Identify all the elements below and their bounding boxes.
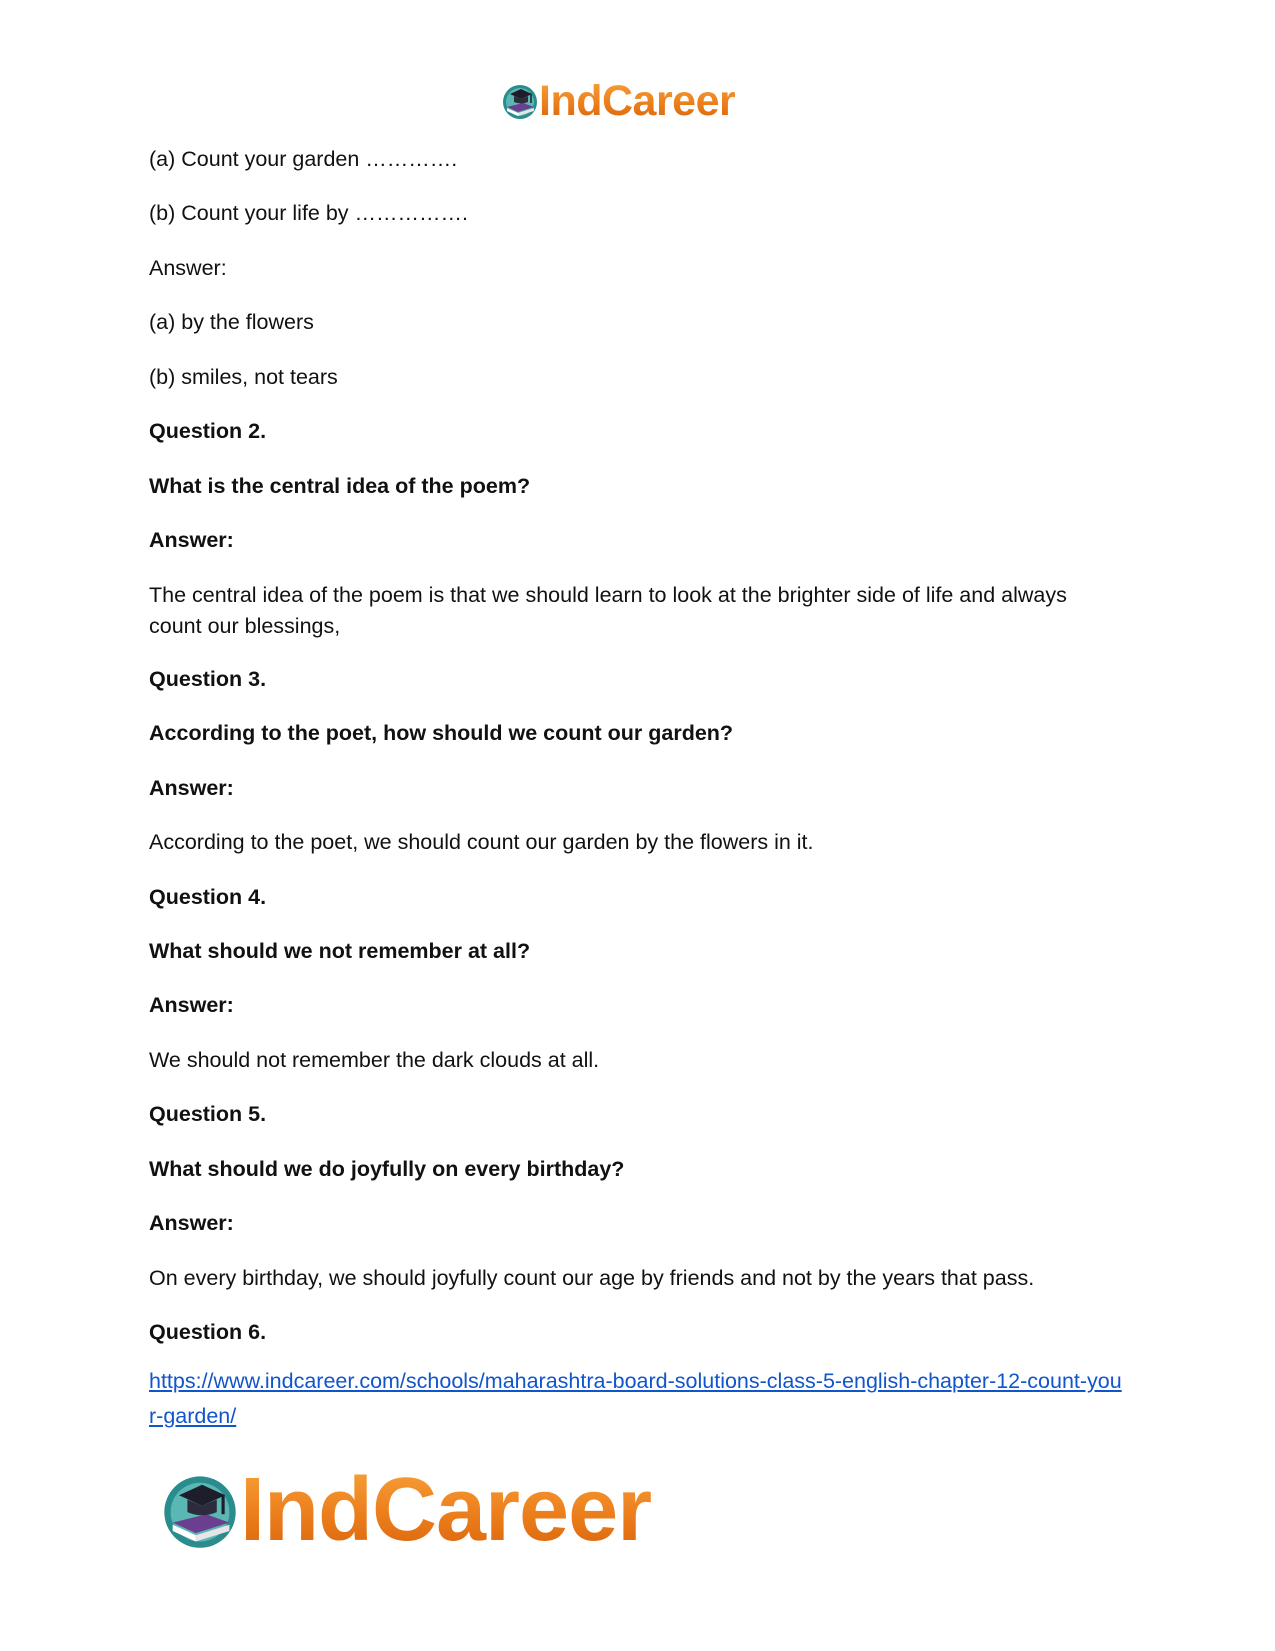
graduation-cap-book-icon xyxy=(160,1468,240,1552)
question-3-answer: According to the poet, we should count our garden by the flowers in it. xyxy=(149,830,814,854)
answer-label: Answer: xyxy=(149,256,227,280)
logo-wordmark: IndCareer xyxy=(539,76,736,125)
question-6-label: Question 6. xyxy=(149,1320,267,1344)
header-logo xyxy=(501,78,735,124)
question-5-answer: On every birthday, we should joyfully count our age by friends and not by the years that pass. xyxy=(149,1266,1035,1290)
question-2-answer: The central idea of the poem is that we should learn to look at the brighter side of life and always count our blessings, xyxy=(149,583,1067,638)
question-2-answer-label: Answer: xyxy=(149,528,234,552)
question-3-label: Question 3. xyxy=(149,667,267,691)
graduation-cap-book-icon xyxy=(501,81,539,121)
question-3-text: According to the poet, how should we count our garden? xyxy=(149,721,734,745)
question-5-answer-label: Answer: xyxy=(149,1211,234,1235)
footer-logo xyxy=(160,1460,652,1560)
question-3-answer-label: Answer: xyxy=(149,776,234,800)
fill-blank-a: (a) Count your garden …………. xyxy=(149,147,458,171)
question-4-text: What should we not remember at all? xyxy=(149,939,531,963)
question-2-text: What is the central idea of the poem? xyxy=(149,474,531,498)
question-4-label: Question 4. xyxy=(149,885,267,909)
fill-blank-b: (b) Count your life by ……………. xyxy=(149,201,469,225)
question-5-label: Question 5. xyxy=(149,1102,267,1126)
source-link[interactable]: https://www.indcareer.com/schools/maharashtra-board-solutions-class-5-english-chapter-12-count-your-garden/ xyxy=(149,1369,1122,1428)
logo-wordmark: IndCareer xyxy=(240,1460,652,1560)
question-2-label: Question 2. xyxy=(149,419,267,443)
question-5-text: What should we do joyfully on every birthday? xyxy=(149,1157,625,1181)
question-4-answer-label: Answer: xyxy=(149,993,234,1017)
answer-a: (a) by the flowers xyxy=(149,310,314,334)
question-4-answer: We should not remember the dark clouds at all. xyxy=(149,1048,600,1072)
answer-b: (b) smiles, not tears xyxy=(149,365,338,389)
